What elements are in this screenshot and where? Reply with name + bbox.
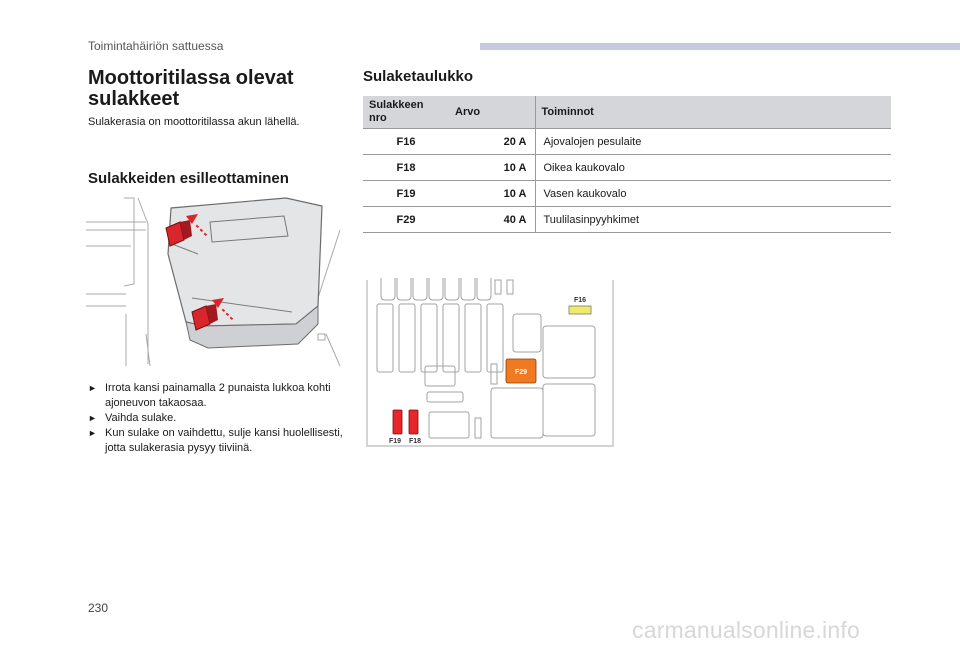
table-header-row: [363, 96, 891, 129]
instruction-item: [88, 381, 350, 411]
header-bar: [480, 43, 960, 50]
fuse-f19-mark: [393, 410, 402, 434]
fuse-table: [363, 96, 891, 233]
fuse-function: Oikea kaukovalo: [535, 155, 891, 181]
instruction-text: Kun sulake on vaihdettu, sulje kansi huolellisesti, jotta sulakerasia pysyy tiiviinä.: [105, 427, 343, 454]
fuse-f16-mark: [569, 306, 591, 314]
page-number: 230: [88, 601, 109, 615]
intro-text: Sulakerasia on moottoritilassa akun lähellä.: [88, 116, 300, 128]
instruction-item: [88, 426, 350, 456]
col-header-value: Arvo: [449, 96, 535, 129]
fuse-function: Vasen kaukovalo: [535, 181, 891, 207]
fuse-table-heading: Sulaketaulukko: [363, 68, 474, 85]
fuse-f18-mark: [409, 410, 418, 434]
fuse-value: 10 A: [449, 155, 535, 181]
watermark: carmanualsonline.info: [632, 617, 860, 643]
fuse-f16-label: F16: [573, 297, 587, 304]
arrow-bullet-icon: ►: [88, 413, 97, 423]
fuse-value: 40 A: [449, 207, 535, 233]
fuse-box-diagram: [363, 268, 617, 450]
col-header-number: Sulakkeen nro: [363, 96, 449, 129]
section-header: Toimintahäiriön sattuessa: [88, 39, 224, 53]
fuse-function: Ajovalojen pesulaite: [535, 129, 891, 155]
table-row: [363, 181, 891, 207]
instruction-list: [88, 381, 350, 456]
fuse-number: F19: [363, 181, 449, 207]
table-row: [363, 155, 891, 181]
fuse-box-illustration: [86, 194, 342, 370]
page-title: Moottoritilassa olevat sulakkeet: [88, 67, 294, 110]
instruction-text: Irrota kansi painamalla 2 punaista lukkoa kohti ajoneuvon takaosaa.: [105, 382, 331, 409]
col-header-function: Toiminnot: [535, 96, 891, 129]
arrow-bullet-icon: ►: [88, 428, 97, 438]
fuse-number: F29: [363, 207, 449, 233]
removal-heading: Sulakkeiden esilleottaminen: [88, 170, 289, 187]
fuse-number: F16: [363, 129, 449, 155]
arrow-bullet-icon: ►: [88, 383, 97, 393]
fuse-function: Tuulilasinpyyhkimet: [535, 207, 891, 233]
table-row: [363, 129, 891, 155]
instruction-item: [88, 411, 350, 426]
fuse-f18-label: F18: [408, 438, 422, 445]
fuse-f29-label: F29: [514, 369, 528, 376]
instruction-text: Vaihda sulake.: [105, 412, 177, 424]
table-row: [363, 207, 891, 233]
fuse-number: F18: [363, 155, 449, 181]
fuse-value: 10 A: [449, 181, 535, 207]
fuse-value: 20 A: [449, 129, 535, 155]
fuse-f19-label: F19: [388, 438, 402, 445]
